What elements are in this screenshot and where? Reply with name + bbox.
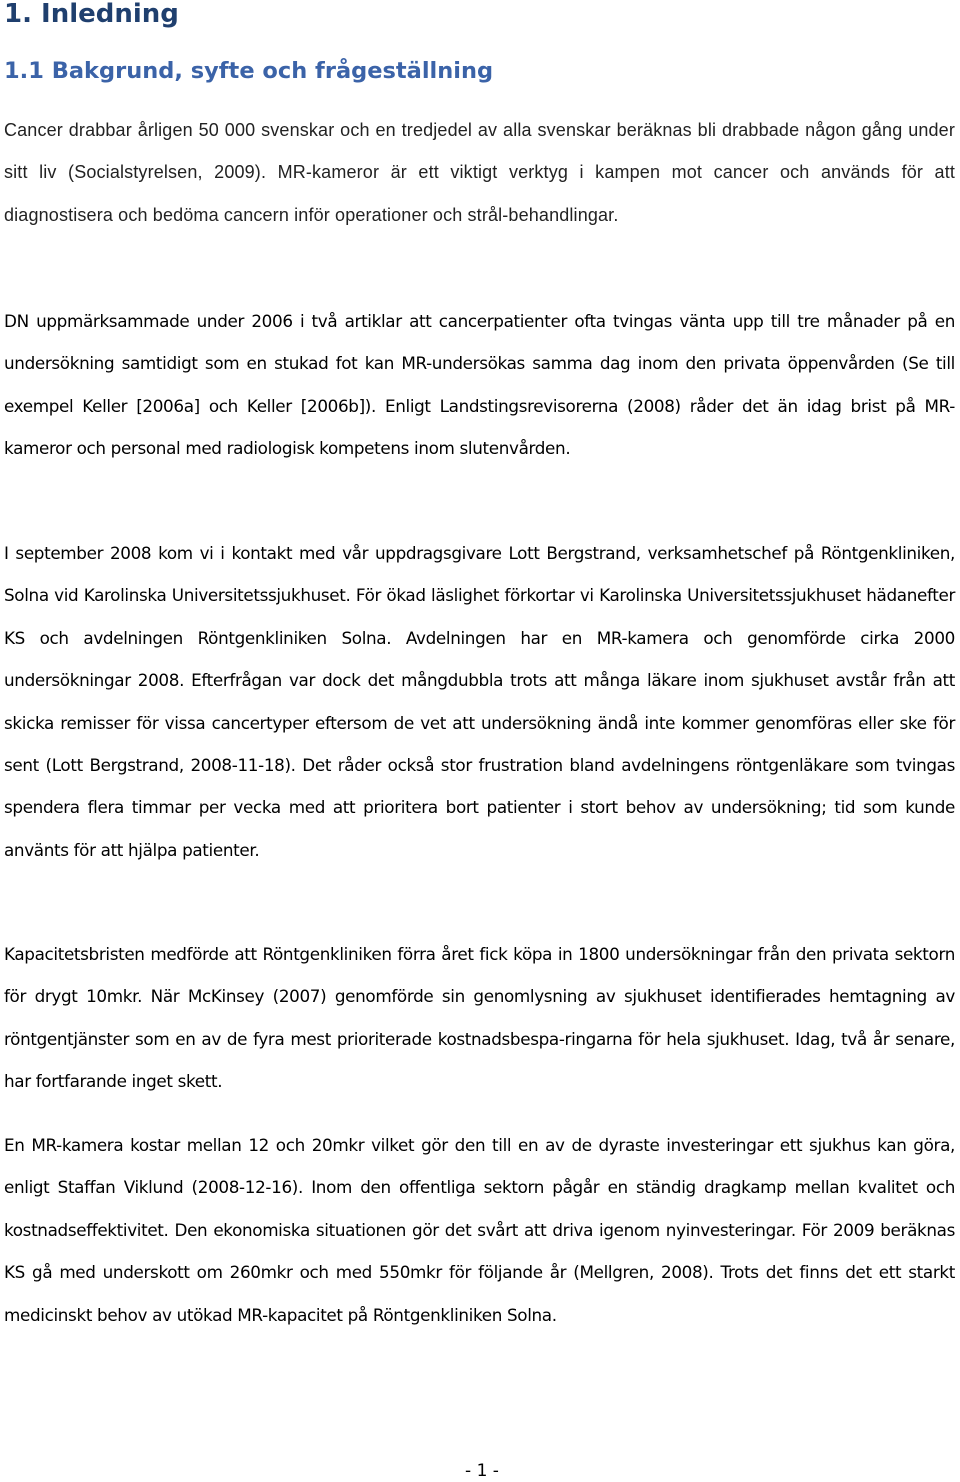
page-footer: [0, 1460, 960, 1482]
paragraph-dn-articles: DN uppmärksammade under 2006 i två artiklar att cancerpatienter ofta tvingas vänta upp till tre månader på en undersökning samtidigt som en stukad fot kan MR-undersökas samma dag inom den privata öppenvården (Se till exempel Keller [2006a] och Keller [2006b]). Enligt Landstingsrevisorerna (2008) råder det än idag brist på MR-kameror och personal med radiologisk kompetens inom slutenvården.: [4, 311, 955, 459]
section-heading: 1.1 Bakgrund, syfte och frågeställning: [4, 58, 494, 84]
page-number: - 1 -: [465, 1461, 499, 1481]
paragraph-capacity-shortage: Kapacitetsbristen medförde att Röntgenkliniken förra året fick köpa in 1800 undersökningar från den privata sektorn för drygt 10mkr. När McKinsey (2007) genomförde sin genomlysning av sjukhuset identifierades hemtagning av röntgentjänster som en av de fyra mest prioriterade kostnadsbespa-ringarna för hela sjukhuset. Idag, två år senare, har fortfarande inget skett.: [4, 944, 955, 1092]
chapter-heading: 1. Inledning: [4, 0, 179, 29]
paragraph-background: Cancer drabbar årligen 50 000 svenskar och en tredjedel av alla svenskar beräknas bli drabbade någon gång under sitt liv (Socialstyrelsen, 2009). MR-kameror är ett viktigt verktyg i kampen mot cancer och används för att diagnostisera och bedöma cancern inför operationer och strål-behandlingar.: [4, 120, 955, 225]
paragraph-client-contact: I september 2008 kom vi i kontakt med vår uppdragsgivare Lott Bergstrand, verksamhetschef på Röntgenkliniken, Solna vid Karolinska Universitetssjukhuset. För ökad läslighet förkortar vi Karolinska Universitetssjukhuset hädanefter KS och avdelningen Röntgenkliniken Solna. Avdelningen har en MR-kamera och genomförde cirka 2000 undersökningar 2008. Efterfrågan var dock det mångdubbla trots att många läkare inom sjukhuset avstår från att skicka remisser för vissa cancertyper eftersom de vet att undersökning ändå inte kommer genomföras eller ske för sent (Lott Bergstrand, 2008-11-18). Det råder också stor frustration bland avdelningens röntgenläkare som tvingas spendera flera timmar per vecka med att prioritera bort patienter i stort behov av undersökning; tid som kunde använts för att hjälpa patienter.: [4, 543, 955, 860]
paragraph-investment-cost: En MR-kamera kostar mellan 12 och 20mkr vilket gör den till en av de dyraste investeringar ett sjukhus kan göra, enligt Staffan Viklund (2008-12-16). Inom den offentliga sektorn pågår en ständig dragkamp mellan kvalitet och kostnadseffektivitet. Den ekonomiska situationen gör det svårt att driva igenom nyinvesteringar. För 2009 beräknas KS gå med underskott om 260mkr och med 550mkr för följande år (Mellgren, 2008). Trots det finns det ett starkt medicinskt behov av utökad MR-kapacitet på Röntgenkliniken Solna.: [4, 1135, 955, 1325]
